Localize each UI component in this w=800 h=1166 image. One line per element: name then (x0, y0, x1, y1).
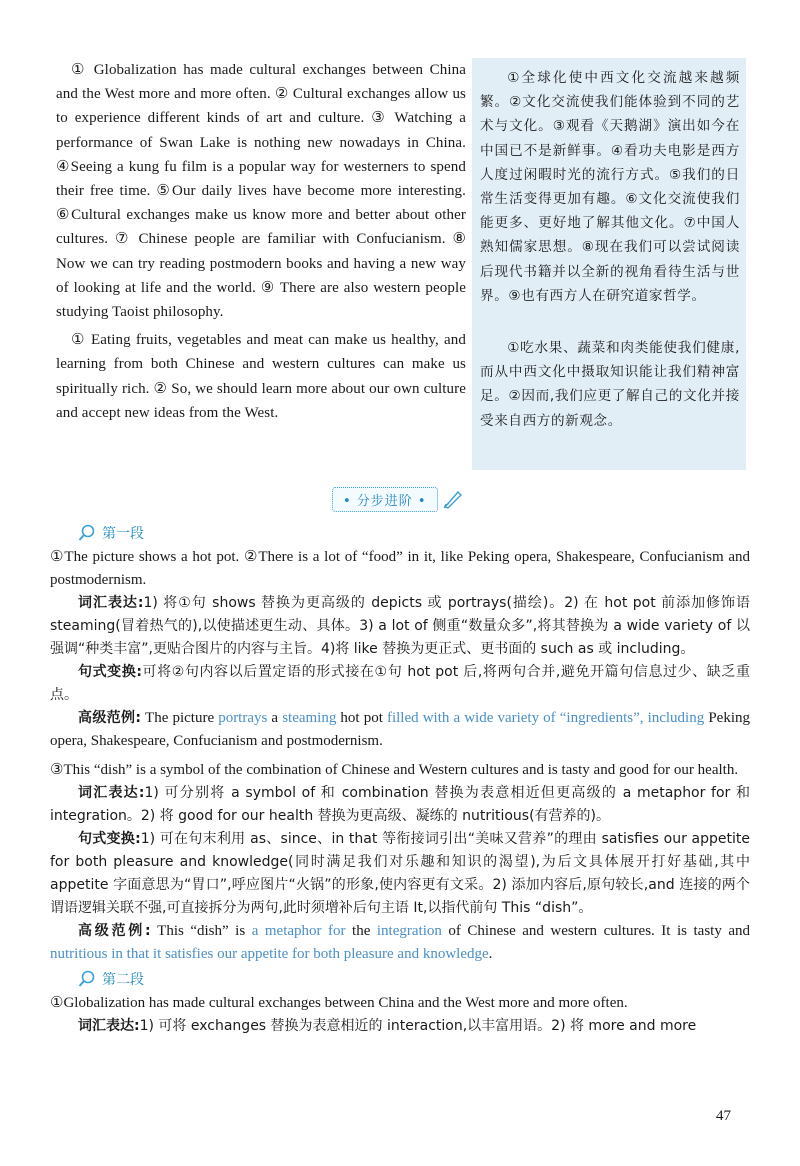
model-sentence-2 (50, 920, 750, 966)
model-text: . (488, 946, 493, 962)
english-paragraph-2: ① Eating fruits, vegetables and meat can make us healthy, and learning from both Chinese and western cultures can make us spiritually rich. ② So, we should learn more about our own culture and accept new ideas from the West. (56, 332, 466, 421)
model-highlight: integration (376, 923, 442, 939)
step-banner-label: • 分步进阶 • (332, 487, 438, 512)
section-heading-2 (78, 966, 750, 992)
model-label: 高级范例: (78, 923, 151, 939)
syntax-text: 1) 可在句末利用 as、since、in that 等衔接词引出“美味又营养”的理由 satisfies our appetite for both pleasure and knowledge(同时满足我们对乐趣和知识的渴望),为后文具体展开打好基础,其中 appetite 字面意思为“胃口”,呼应图片“火锅”的形象,使内容更有文采。2) 添加内容后,原句较长,and 连接的两个谓语逻辑关联不强,可直接拆分为两句,此时须增补后句主语 It,以指代前句 This “dish”。 (50, 831, 750, 916)
page-number: 47 (716, 1108, 731, 1124)
english-passage (56, 58, 466, 429)
model-highlight: a metaphor for (251, 923, 346, 939)
vocab-label: 词汇表达: (78, 595, 144, 611)
vocab-text: 1) 可分别将 a symbol of 和 combination 替换为表意相近但更高级的 a metaphor for 和 integration。2) 将 good for our health 替换为更高级、凝练的 nutritious(有营养的)。 (50, 785, 750, 824)
model-highlight: filled with a wide variety of “ingredients”, including (386, 710, 705, 726)
original-sentence-1-2: ①The picture shows a hot pot. ②There is a lot of “food” in it, like Peking opera, Shakespeare, Confucianism and postmodernism. (50, 549, 750, 588)
model-text: the (345, 923, 377, 939)
vocab-note-p2 (50, 1015, 750, 1038)
model-text: The picture (140, 710, 219, 726)
vocab-text: 1) 将①句 shows 替换为更高级的 depicts 或 portrays(描绘)。2) 在 hot pot 前添加修饰语 steaming(冒着热气的),以使描述更生动、具体。3) a lot of 侧重“数量众多”,将其替换为 a wide variety of 以强调“种类丰富”,更贴合图片的内容与主旨。4)将 like 替换为更正式、更书面的 such as 或 including。 (50, 595, 750, 657)
model-text: of Chinese and western cultures. It is tasty and (441, 923, 751, 939)
section-title-2: 第二段 (102, 972, 144, 988)
pen-icon (442, 488, 464, 510)
model-highlight: steaming (282, 710, 337, 726)
vocab-note-2 (50, 782, 750, 828)
original-sentence-3: ③This “dish” is a symbol of the combination of Chinese and Western cultures and is tasty and good for our health. (50, 762, 739, 778)
model-text: hot pot (336, 710, 387, 726)
model-text: a (267, 710, 283, 726)
guided-steps (50, 520, 750, 1038)
section-title-1: 第一段 (102, 526, 144, 542)
syntax-label: 句式变换: (78, 664, 142, 680)
syntax-note-2 (50, 828, 750, 920)
chinese-translation-box (472, 58, 746, 470)
model-highlight: nutritious in that it satisfies our appetite for both pleasure and knowledge (50, 946, 489, 962)
model-text: Peking opera, Shakespeare, Confucianism and postmodernism. (50, 710, 750, 749)
vocab-text: 1) 可将 exchanges 替换为表意相近的 interaction,以丰富用语。2) 将 more and more (139, 1018, 697, 1034)
vocab-note-1 (50, 592, 750, 661)
english-paragraph-1: ① Globalization has made cultural exchanges between China and the West more and more often. ② Cultural exchanges allow us to experience different kinds of art and culture. ③ Watching a performance of Swan Lake is nothing new nowadays in China. ④Seeing a kung fu film is a popular way for westerners to spend their free time. ⑤Our daily lives have become more interesting. ⑥Cultural exchanges make us know more and better about other cultures. ⑦ Chinese people are familiar with Confucianism. ⑧ Now we can try reading postmodern books and having a new way of looking at life and the world. ⑨ There are also western people studying Taoist philosophy. (56, 62, 466, 321)
vocab-label: 词汇表达: (78, 1018, 140, 1034)
section-heading-1 (78, 520, 750, 546)
vocab-label: 词汇表达: (78, 785, 145, 801)
syntax-label: 句式变换: (78, 831, 141, 847)
step-banner (332, 486, 464, 512)
model-label: 高级范例: (78, 710, 141, 726)
model-text: This “dish” is (150, 923, 252, 939)
chinese-paragraph-1: ①全球化使中西文化交流越来越频繁。②文化交流使我们能体验到不同的艺术与文化。③观看《天鹅湖》演出如今在中国已不是新鲜事。④看功夫电影是西方人度过闲暇时光的流行方式。⑤我们的日常生活变得更加有趣。⑥文化交流使我们能更多、更好地了解其他文化。⑦中国人熟知儒家思想。⑧现在我们可以尝试阅读后现代书籍并以全新的视角看待生活与世界。⑨也有西方人在研究道家哲学。 (480, 70, 740, 304)
magnifier-icon (78, 970, 96, 988)
model-highlight: portrays (218, 710, 268, 726)
model-sentence-1 (50, 707, 750, 753)
syntax-text: 可将②句内容以后置定语的形式接在①句 hot pot 后,将两句合并,避免开篇句信息过少、缺乏重点。 (50, 664, 750, 703)
bilingual-passage (56, 58, 746, 470)
original-sentence-p2-1: ①Globalization has made cultural exchanges between China and the West more and more often. (50, 995, 628, 1011)
magnifier-icon (78, 524, 96, 542)
chinese-paragraph-2: ①吃水果、蔬菜和肉类能使我们健康,而从中西文化中摄取知识能让我们精神富足。②因而,我们应更了解自己的文化并接受来自西方的新观念。 (480, 340, 740, 429)
syntax-note-1 (50, 661, 750, 707)
